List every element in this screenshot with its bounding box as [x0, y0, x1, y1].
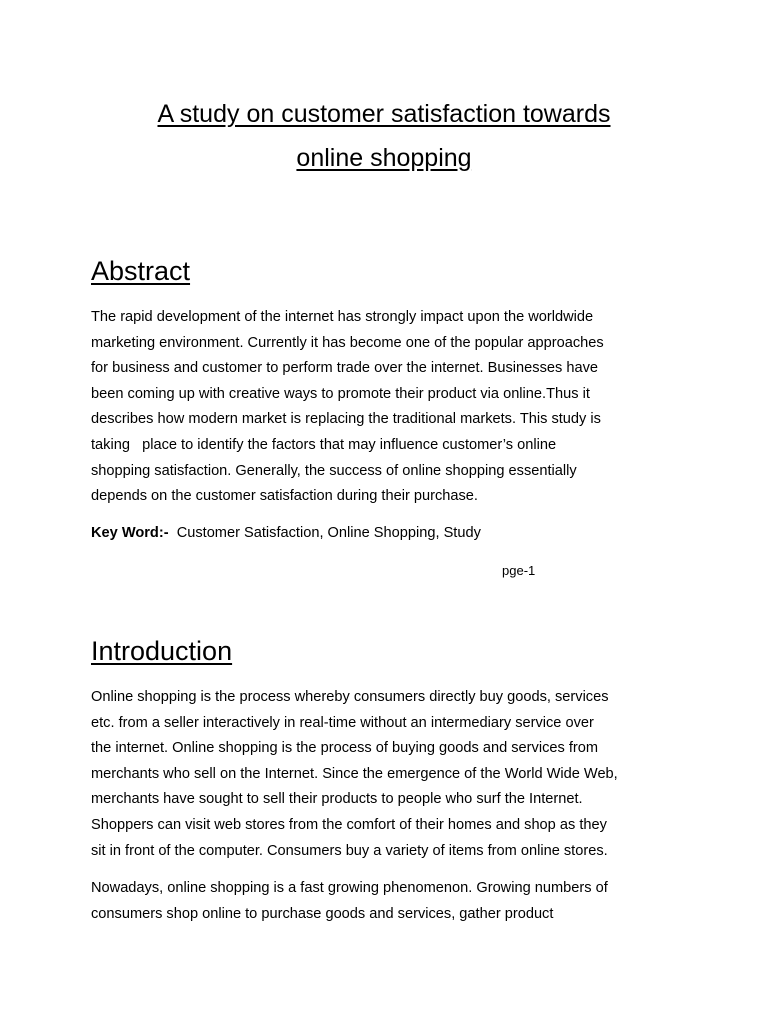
abstract-heading: Abstract [91, 256, 191, 286]
introduction-heading: Introduction [91, 636, 233, 666]
keywords-value: Customer Satisfaction, Online Shopping, Study [176, 525, 481, 541]
abstract-line: taking place to identify the factors that may influence customer’s online [91, 436, 557, 453]
introduction-line: sit in front of the computer. Consumers buy a variety of items from online stores. [91, 842, 608, 859]
abstract-line: depends on the customer satisfaction during their purchase. [91, 488, 478, 505]
introduction-line: the internet. Online shopping is the process of buying goods and services from [91, 740, 599, 757]
introduction-paragraph-2 [91, 876, 671, 927]
abstract-line: for business and customer to perform trade over the internet. Businesses have [91, 360, 598, 377]
introduction-paragraph-1 [91, 685, 671, 864]
introduction-line: merchants who sell on the Internet. Since the emergence of the World Wide Web, [91, 765, 618, 782]
introduction-line: Shoppers can visit web stores from the comfort of their homes and shop as they [91, 816, 607, 833]
abstract-line: The rapid development of the internet has strongly impact upon the worldwide [91, 309, 594, 325]
introduction-line: merchants have sought to sell their products to people who surf the Internet. [91, 791, 583, 808]
introduction-line: Online shopping is the process whereby consumers directly buy goods, services [91, 689, 609, 705]
document-title-line-2: online shopping [296, 144, 472, 172]
abstract-paragraph [91, 305, 671, 510]
keywords-line [91, 521, 481, 546]
abstract-line: been coming up with creative ways to promote their product via online.Thus it [91, 385, 590, 402]
introduction-line: Nowadays, online shopping is a fast growing phenomenon. Growing numbers of [91, 880, 608, 896]
introduction-line: consumers shop online to purchase goods and services, gather product [91, 905, 554, 922]
document-title-line-1: A study on customer satisfaction towards [157, 100, 611, 128]
keywords-label: Key Word:- [91, 525, 169, 541]
page-number: pge-1 [502, 563, 536, 578]
abstract-line: marketing environment. Currently it has become one of the popular approaches [91, 334, 604, 351]
abstract-line: describes how modern market is replacing the traditional markets. This study is [91, 411, 601, 428]
abstract-line: shopping satisfaction. Generally, the success of online shopping essentially [91, 462, 577, 479]
introduction-line: etc. from a seller interactively in real-time without an intermediary service over [91, 714, 594, 731]
